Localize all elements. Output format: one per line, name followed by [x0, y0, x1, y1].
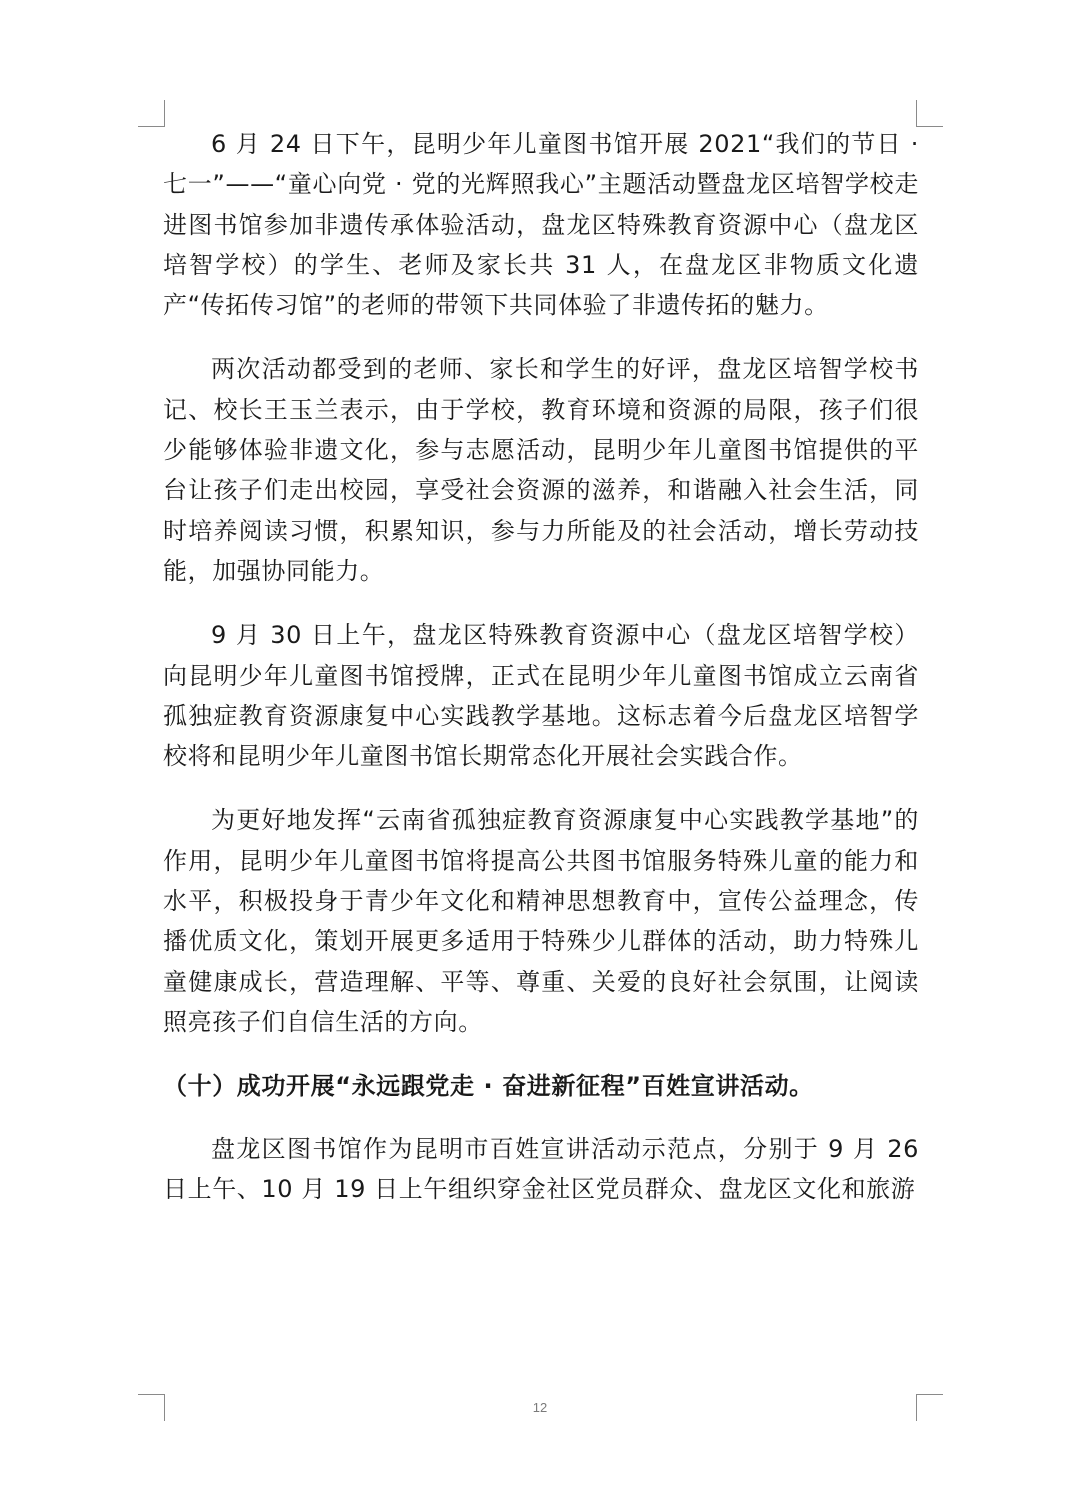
document-body: [163, 124, 919, 1233]
paragraph-base-role: 为更好地发挥“云南省孤独症教育资源康复中心实践教学基地”的作用，昆明少年儿童图书馆将提高公共图书馆服务特殊儿童的能力和水平，积极投身于青少年文化和精神思想教育中，宣传公益理念，传播优质文化，策划开展更多适用于特殊少儿群体的活动，助力特殊儿童健康成长，营造理解、平等、尊重、关爱的良好社会氛围，让阅读照亮孩子们自信生活的方向。: [163, 806, 919, 1036]
paragraph-sept-30-plaque: 9 月 30 日上午，盘龙区特殊教育资源中心（盘龙区培智学校）向昆明少年儿童图书馆授牌，正式在昆明少年儿童图书馆成立云南省孤独症教育资源康复中心实践教学基地。这标志着今后盘龙区培智学校将和昆明少年儿童图书馆长期常态化开展社会实践合作。: [163, 621, 919, 771]
paragraph-june-24-activity: 6 月 24 日下午，昆明少年儿童图书馆开展 2021“我们的节日 · 七一”——“童心向党 · 党的光辉照我心”主题活动暨盘龙区培智学校走进图书馆参加非遗传承体验活动，盘龙区特殊教育资源中心（盘龙区培智学校）的学生、老师及家长共 31 人，在盘龙区非物质文化遗产“传拓传习馆”的老师的带领下共同体验了非遗传拓的魅力。: [163, 130, 919, 320]
paragraph-feedback: 两次活动都受到的老师、家长和学生的好评，盘龙区培智学校书记、校长王玉兰表示，由于学校，教育环境和资源的局限，孩子们很少能够体验非遗文化，参与志愿活动，昆明少年儿童图书馆提供的平台让孩子们走出校园，享受社会资源的滋养，和谐融入社会生活，同时培养阅读习惯，积累知识，参与力所能及的社会活动，增长劳动技能，加强协同能力。: [163, 355, 919, 585]
crop-mark-top-left: [138, 100, 165, 127]
paragraph-lecture-activity: 盘龙区图书馆作为昆明市百姓宣讲活动示范点，分别于 9 月 26 日上午、10 月 19 日上午组织穿金社区党员群众、盘龙区文化和旅游: [163, 1134, 919, 1203]
crop-mark-top-right: [916, 100, 943, 127]
section-heading: （十）成功开展“永远跟党走 · 奋进新征程”百姓宣讲活动。: [163, 1072, 814, 1101]
page-number: 12: [532, 1400, 548, 1415]
